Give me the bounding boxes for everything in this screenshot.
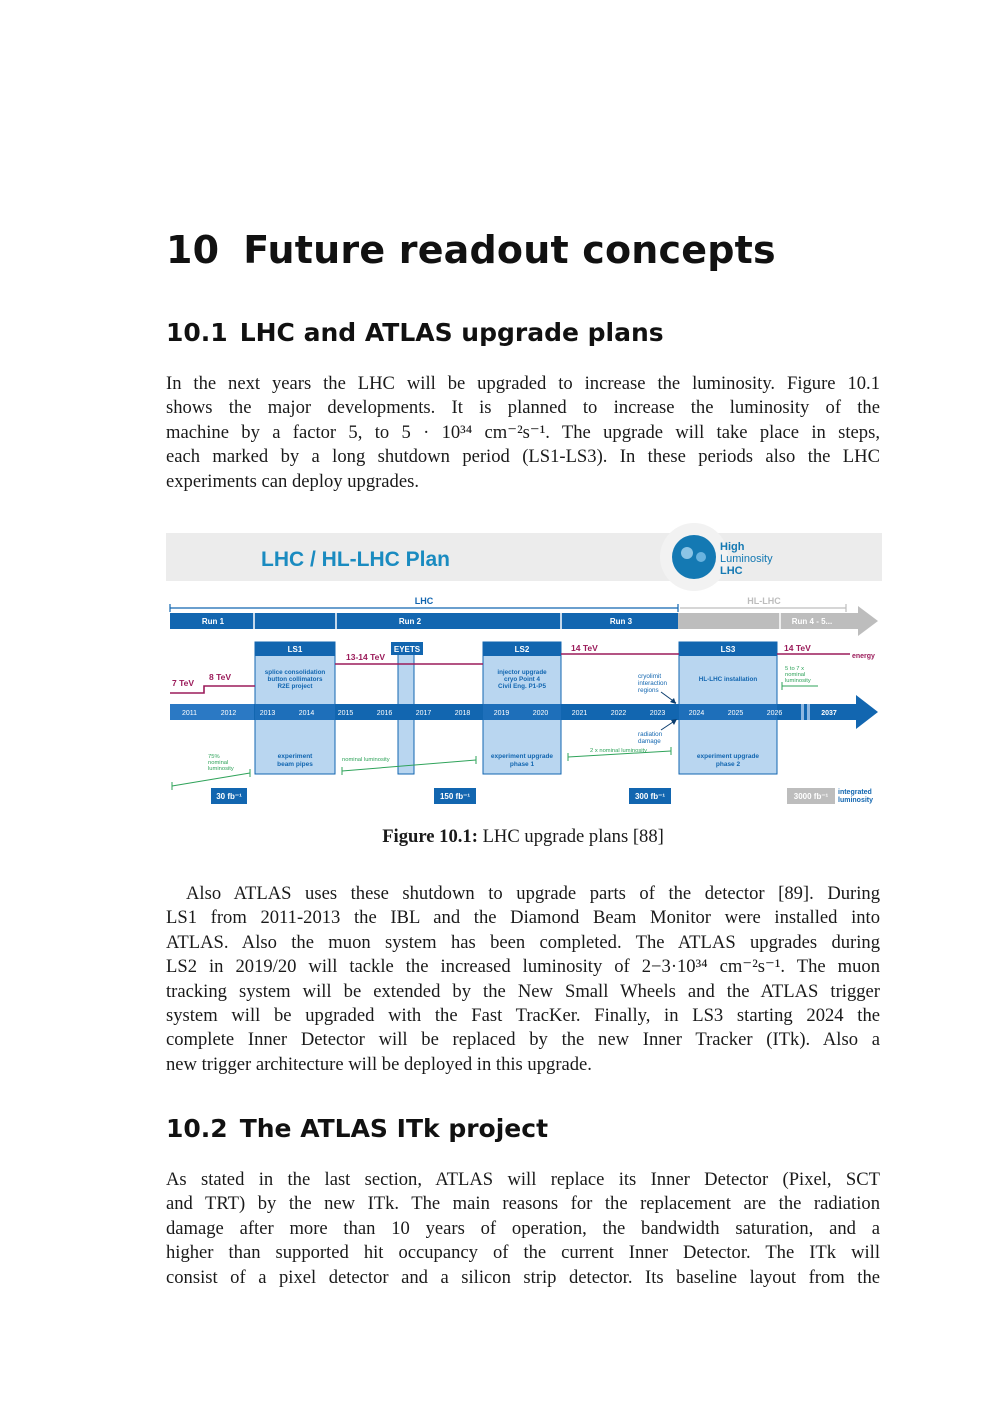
paragraph-intro [166, 372, 880, 494]
paragraph-line: machine by a factor 5, to 5 · 10³⁴ cm⁻²s⁻¹. The upgrade will take place in steps, [166, 421, 880, 443]
year-label: 2016 [376, 710, 393, 717]
chapter-title: Future readout concepts [243, 228, 776, 272]
lumi-note: 5 to 7 x [785, 666, 805, 672]
ls3-note: HL-LHC installation [698, 676, 758, 683]
year-label: 2014 [298, 710, 315, 717]
ls2-label: LS2 [514, 645, 530, 654]
lumi-note: 2 x nominal luminosity [590, 748, 648, 754]
energy-axis-label: energy [852, 653, 875, 660]
run-bar-lhc [170, 613, 678, 629]
hllhc-label: HL-LHC [747, 596, 781, 606]
integrated-value: 150 fb⁻¹ [439, 792, 471, 801]
year-label: 2026 [766, 710, 783, 717]
section-heading-10-1 [166, 318, 664, 347]
paragraph-line: shows the major developments. It is planned to increase the luminosity of the [166, 397, 880, 419]
paragraph-line: As stated in the last section, ATLAS will replace its Inner Detector (Pixel, SCT [166, 1169, 880, 1190]
eyets-label: EYETS [393, 645, 421, 654]
ls3-bottom-note: phase 2 [715, 761, 741, 768]
paragraph-line: ATLAS. Also the muon system has been completed. The ATLAS upgrades during [166, 931, 880, 953]
ls1-note: button collimators [267, 676, 323, 683]
paragraph-line: each marked by a long shutdown period (LS1-LS3). In these periods also the LHC [166, 446, 880, 468]
chapter-number: 10 [166, 228, 220, 272]
ls2-bottom-note: experiment upgrade [490, 753, 554, 760]
integrated-value: 30 fb⁻¹ [216, 792, 242, 801]
energy-label: 14 TeV [571, 643, 598, 653]
paragraph-line: In the next years the LHC will be upgraded to increase the luminosity. Figure 10.1 [166, 373, 880, 394]
ls1-label: LS1 [287, 645, 303, 654]
ls1-bottom-note: experiment [277, 753, 313, 760]
paragraph-line: complete Inner Detector will be replaced by the new Inner Tracker (ITk). Also a [166, 1029, 880, 1051]
lumi-note: nominal [208, 760, 229, 766]
paragraph-line: consist of a pixel detector and a silicon strip detector. Its baseline layout from the [166, 1266, 880, 1288]
year-label: 2011 [181, 710, 198, 717]
caption-label: Figure 10.1: [382, 826, 478, 847]
paragraph-line: new trigger architecture will be deployed in this upgrade. [166, 1053, 592, 1075]
run-label: Run 4 - 5... [791, 617, 833, 626]
lumi-line [172, 773, 250, 786]
logo-ring-icon [696, 552, 706, 562]
section-heading-10-2 [166, 1114, 548, 1143]
year-label: 2017 [415, 710, 432, 717]
logo-globe-icon [672, 535, 716, 579]
integrated-label: integrated [838, 789, 872, 796]
ls2-note: injector upgrade [497, 669, 547, 676]
run-label: Run 3 [609, 617, 633, 626]
figure-lhc-plan [166, 520, 882, 810]
year-label: 2037 [821, 710, 837, 717]
run-label: Run 2 [398, 617, 422, 626]
integrated-value: 3000 fb⁻¹ [793, 792, 829, 801]
logo-text: Luminosity [720, 553, 773, 565]
logo-text: High [720, 541, 745, 553]
run-label: Run 1 [201, 617, 225, 626]
ls3-bottom-note: experiment upgrade [696, 753, 760, 760]
ls1-note: R2E project [277, 683, 313, 690]
lumi-note: luminosity [785, 678, 811, 684]
section-number: 10.2 [166, 1114, 228, 1143]
year-label: 2022 [610, 710, 627, 717]
ls1-bottom-note: beam pipes [277, 761, 313, 768]
paragraph-line: higher than supported hit occupancy of the current Inner Detector. The ITk will [166, 1242, 880, 1264]
year-label: 2023 [649, 710, 666, 717]
paragraph-line: tracking system will be extended by the New Small Wheels and the ATLAS trigger [166, 980, 880, 1002]
year-label: 2015 [337, 710, 354, 717]
paragraph-line: system will be upgraded with the Fast TracKer. Finally, in LS3 starting 2024 the [166, 1005, 880, 1027]
paragraph-line: LS1 from 2011-2013 the IBL and the Diamond Beam Monitor were installed into [166, 907, 880, 929]
energy-label: 14 TeV [784, 643, 811, 653]
paragraph-line: LS2 in 2019/20 will tackle the increased luminosity of 2−3·10³⁴ cm⁻²s⁻¹. The muon [166, 956, 880, 978]
cryolimit-note: regions [638, 687, 659, 694]
section-number: 10.1 [166, 318, 228, 347]
year-label: 2019 [493, 710, 510, 717]
energy-label: 13-14 TeV [346, 652, 386, 662]
year-label: 2012 [220, 710, 237, 717]
year-label: 2025 [727, 710, 744, 717]
cryolimit-note: interaction [638, 680, 668, 687]
banner-title: LHC / HL-LHC Plan [261, 548, 450, 571]
energy-label: 7 TeV [172, 678, 195, 688]
logo-ring-icon [681, 547, 693, 559]
logo-text: LHC [720, 565, 743, 577]
section-title: LHC and ATLAS upgrade plans [239, 318, 664, 347]
ls2-note: Civil Eng. P1-P5 [498, 683, 546, 690]
lhc-label: LHC [414, 596, 434, 606]
year-label: 2024 [688, 710, 705, 717]
radiation-note: damage [638, 738, 661, 745]
year-label: 2020 [532, 710, 549, 717]
lumi-note: 75% [208, 754, 220, 760]
run-bar-hllhc-arrow [678, 606, 878, 636]
paragraph-line: and TRT) by the new ITk. The main reasons for the replacement are the radiation [166, 1193, 880, 1215]
paragraph-atlas-upgrades [166, 882, 880, 1077]
paragraph-itk [166, 1168, 880, 1290]
energy-label: 8 TeV [209, 672, 232, 682]
year-label: 2018 [454, 710, 471, 717]
paragraph-line: Also ATLAS uses these shutdown to upgrade parts of the detector [89]. During [186, 883, 880, 904]
ls1-note: splice consolidation [264, 669, 326, 676]
integrated-value: 300 fb⁻¹ [634, 792, 666, 801]
paragraph-line: experiments can deploy upgrades. [166, 470, 419, 492]
lumi-note: nominal luminosity [342, 757, 390, 763]
ls2-note: cryo Point 4 [503, 676, 541, 683]
figure-caption [166, 826, 880, 848]
caption-text: LHC upgrade plans [88] [482, 826, 664, 847]
ls3-label: LS3 [720, 645, 736, 654]
ls2-bottom-note: phase 1 [509, 761, 535, 768]
lumi-note: luminosity [208, 766, 234, 772]
lhc-plan-diagram [166, 520, 882, 810]
cryolimit-note: cryolimit [638, 673, 662, 680]
paragraph-line: damage after more than 10 years of operation, the bandwidth saturation, and a [166, 1217, 880, 1239]
chapter-heading [166, 228, 776, 272]
section-title: The ATLAS ITk project [239, 1114, 549, 1143]
integrated-label: luminosity [838, 797, 874, 804]
radiation-note: radiation [638, 731, 663, 738]
year-label: 2013 [259, 710, 276, 717]
year-label: 2021 [571, 710, 588, 717]
lumi-note: nominal [785, 672, 806, 678]
